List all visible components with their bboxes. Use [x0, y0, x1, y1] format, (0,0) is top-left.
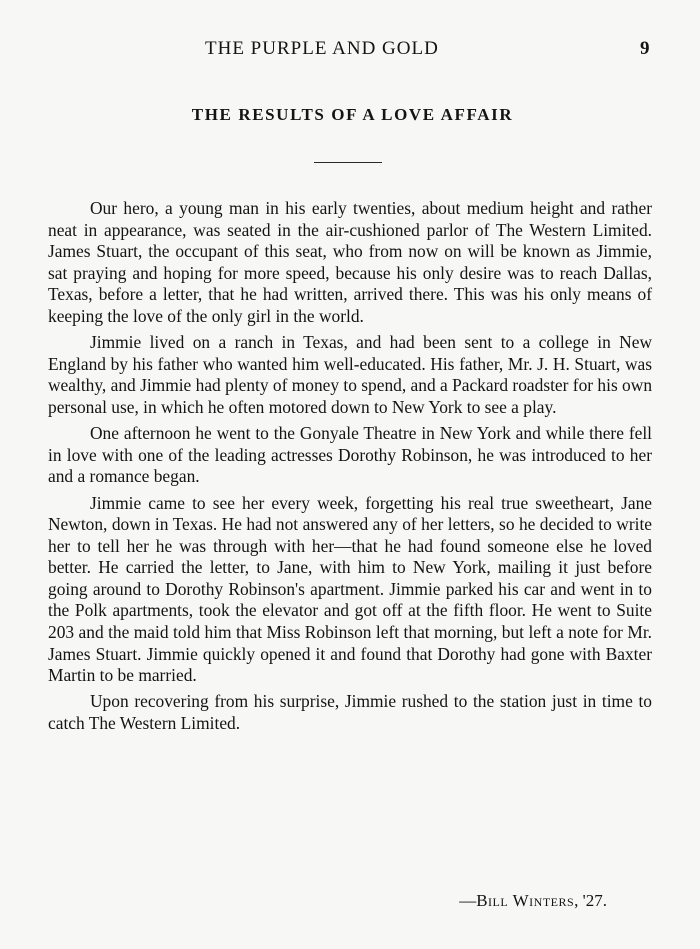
page-number: 9: [640, 38, 650, 59]
signature-dash: —: [459, 891, 477, 910]
author-signature: [0, 891, 607, 911]
paragraph-1: Our hero, a young man in his early twenties, about medium height and rather neat in appearance, was seated in the air-cushioned parlor of The Western Limited. James Stuart, the occupant of this seat, who from now on will be known as Jimmie, sat praying and hoping for more speed, because his only desire was to reach Dallas, Texas, before a letter, that he had written, arrived there. This was his only means of keeping the love of the only girl in the world.: [48, 198, 652, 326]
author-name: Bill Winters: [476, 891, 575, 910]
article-body: [48, 198, 652, 739]
title-divider: [314, 162, 382, 163]
article-title: THE RESULTS OF A LOVE AFFAIR: [191, 105, 514, 124]
class-year: , '27.: [574, 891, 607, 910]
running-header: [0, 38, 700, 62]
paragraph-5: Upon recovering from his surprise, Jimmie rushed to the station just in time to catch The Western Limited.: [48, 691, 652, 734]
paragraph-4: Jimmie came to see her every week, forgetting his real true sweetheart, Jane Newton, down in Texas. He had not answered any of her letters, so he decided to write her to tell her he was through with her—that he had found someone else he loved better. He carried the letter, to Jane, with him to New York, mailing it just before going around to Dorothy Robinson's apartment. Jimmie parked his car and went in to the Polk apartments, took the elevator and got off at the fifth floor. He went to Suite 203 and the maid told him that Miss Robinson left that morning, but left a note for Mr. James Stuart. Jimmie quickly opened it and found that Dorothy had gone with Baxter Martin to be married.: [48, 492, 652, 686]
journal-title: THE PURPLE AND GOLD: [205, 38, 439, 59]
paragraph-3: One afternoon he went to the Gonyale Theatre in New York and while there fell in love with one of the leading actresses Dorothy Robinson, he was introduced to her and a romance began.: [48, 423, 652, 487]
paragraph-2: Jimmie lived on a ranch in Texas, and had been sent to a college in New England by his father who wanted him well-educated. His father, Mr. J. H. Stuart, was wealthy, and Jimmie had plenty of money to spend, and a Packard roadster for his own personal use, in which he often motored down to New York to see a play.: [48, 332, 653, 417]
